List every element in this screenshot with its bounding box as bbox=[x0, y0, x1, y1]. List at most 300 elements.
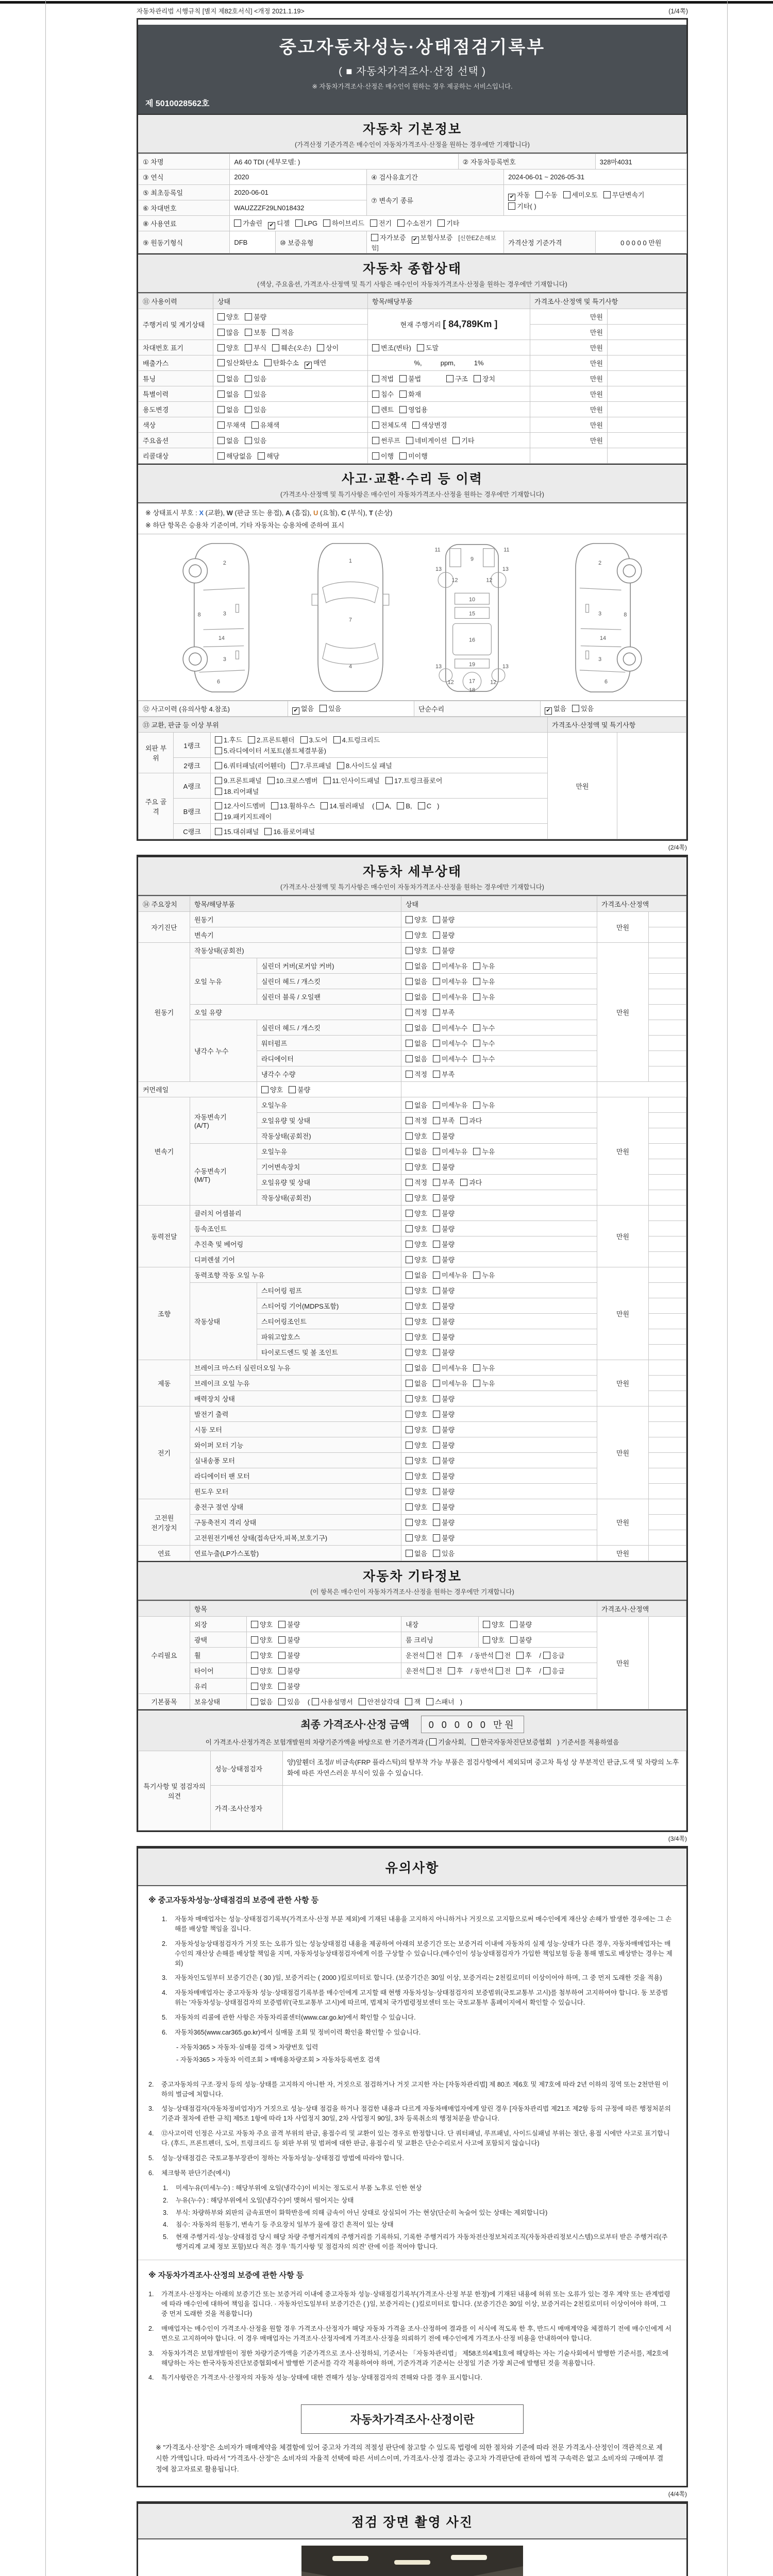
checkbox[interactable] bbox=[372, 375, 379, 382]
checkbox[interactable] bbox=[406, 962, 413, 970]
options-label: 주요옵션 bbox=[139, 433, 213, 448]
final-note-prefix: 이 가격조사·산정가격은 보험개발원의 차량기준가액을 바탕으로 한 기준가격과 ( bbox=[205, 1739, 428, 1746]
checkbox[interactable] bbox=[510, 1636, 517, 1643]
checkbox[interactable] bbox=[473, 1101, 480, 1109]
checkbox[interactable] bbox=[406, 1210, 413, 1217]
option-label: 양호 bbox=[414, 1132, 428, 1140]
checkbox[interactable] bbox=[452, 437, 460, 444]
note-cell bbox=[649, 912, 686, 927]
checkbox[interactable] bbox=[215, 802, 222, 809]
checkbox[interactable] bbox=[217, 344, 225, 351]
option bbox=[406, 1517, 427, 1527]
checkbox[interactable] bbox=[563, 191, 570, 198]
option bbox=[337, 760, 392, 770]
option-label: 있음 bbox=[328, 704, 342, 713]
option bbox=[406, 1162, 427, 1172]
checkbox[interactable] bbox=[417, 344, 424, 351]
checkbox[interactable] bbox=[251, 421, 259, 429]
checkbox[interactable] bbox=[234, 219, 241, 227]
checkbox[interactable] bbox=[433, 1380, 440, 1387]
option-label: 없음 bbox=[414, 1380, 428, 1387]
checkbox[interactable] bbox=[433, 1256, 440, 1263]
checkbox[interactable] bbox=[289, 1086, 296, 1093]
checkbox[interactable] bbox=[496, 1652, 503, 1659]
checkbox[interactable] bbox=[272, 344, 279, 351]
checkbox[interactable] bbox=[433, 1179, 440, 1186]
checkbox[interactable] bbox=[433, 1333, 440, 1341]
checkbox[interactable] bbox=[215, 762, 222, 769]
item-cell: 냉각수 수량 bbox=[257, 1066, 401, 1082]
checkbox[interactable] bbox=[406, 931, 413, 939]
checkbox[interactable] bbox=[406, 1287, 413, 1294]
document-subtitle: ( ■ 자동차가격조사·산정 선택 ) bbox=[339, 66, 486, 77]
checkbox[interactable] bbox=[406, 1009, 413, 1016]
checkbox[interactable] bbox=[278, 1621, 285, 1628]
checkbox[interactable] bbox=[333, 736, 341, 743]
option-label: 자동 bbox=[517, 191, 530, 199]
notice-item: 2. 중고자동차의 구조·장치 등의 성능·상태를 고지하지 아니한 자, 거짓으로 점검하거나 거짓 고지한 자는 [자동차관리법] 제 80조 제6호 및 제7호에 따라 2년 이하의 징역 또는 2천만원 이하의 벌금에 처합니다. bbox=[148, 2080, 669, 2098]
note-cell bbox=[649, 1128, 686, 1144]
checkbox[interactable] bbox=[473, 1040, 480, 1047]
checkbox[interactable] bbox=[278, 1636, 285, 1643]
damage-legend-note: ※ 하단 항목은 승용차 기준이며, 기타 자동차는 승용차에 준하여 표시 bbox=[145, 521, 345, 529]
checkbox[interactable] bbox=[473, 1272, 480, 1279]
checkbox[interactable] bbox=[427, 1667, 434, 1674]
checkbox[interactable] bbox=[406, 1349, 413, 1356]
option bbox=[473, 961, 495, 971]
option bbox=[473, 1363, 495, 1372]
checkbox[interactable] bbox=[433, 1411, 440, 1418]
checkbox[interactable] bbox=[264, 359, 272, 366]
checkbox[interactable] bbox=[406, 978, 413, 985]
option-label: 기타( ) bbox=[517, 202, 536, 210]
checkbox[interactable] bbox=[406, 1040, 413, 1047]
checkbox[interactable] bbox=[433, 1287, 440, 1294]
checkbox[interactable] bbox=[406, 1101, 413, 1109]
checkbox[interactable] bbox=[264, 828, 272, 835]
checkbox[interactable] bbox=[433, 1009, 440, 1016]
checkbox[interactable] bbox=[406, 1442, 413, 1449]
checkbox[interactable] bbox=[406, 1395, 413, 1402]
checkbox[interactable] bbox=[406, 1148, 413, 1155]
option-label: 불량 bbox=[287, 1636, 300, 1644]
checkbox[interactable] bbox=[474, 375, 481, 382]
option bbox=[215, 801, 265, 810]
option bbox=[406, 914, 427, 924]
option bbox=[372, 343, 411, 352]
checkbox[interactable] bbox=[217, 421, 225, 429]
checkbox[interactable] bbox=[433, 1349, 440, 1356]
checkbox[interactable] bbox=[433, 978, 440, 985]
checkbox[interactable] bbox=[217, 406, 225, 413]
checkbox[interactable] bbox=[603, 191, 611, 198]
checkbox[interactable] bbox=[406, 993, 413, 1001]
note-cell bbox=[649, 927, 686, 943]
item-cell: 고전원전기배선 상태(접속단자,피복,보호기구) bbox=[190, 1530, 401, 1546]
checkbox[interactable] bbox=[406, 1534, 413, 1541]
price-cell: 만원 bbox=[530, 309, 608, 325]
state-cell bbox=[401, 1406, 597, 1422]
checkbox[interactable] bbox=[215, 747, 222, 754]
checkbox[interactable] bbox=[448, 1652, 455, 1659]
option bbox=[406, 1054, 427, 1063]
damage-code: C (부식), bbox=[341, 509, 369, 517]
checkbox[interactable] bbox=[433, 1225, 440, 1232]
checkbox[interactable] bbox=[399, 406, 407, 413]
checkbox[interactable] bbox=[412, 421, 419, 429]
checkbox[interactable] bbox=[433, 1534, 440, 1541]
checkbox[interactable] bbox=[385, 777, 393, 784]
checkbox[interactable] bbox=[433, 1488, 440, 1495]
checkbox[interactable] bbox=[406, 1380, 413, 1387]
checkbox[interactable] bbox=[251, 1636, 258, 1643]
checkbox[interactable] bbox=[317, 344, 324, 351]
checkbox[interactable] bbox=[472, 1738, 479, 1745]
option-label: 구조 bbox=[455, 375, 468, 383]
checkbox[interactable]: ✔ bbox=[545, 707, 552, 715]
option bbox=[217, 312, 239, 321]
option bbox=[278, 1635, 300, 1645]
option bbox=[406, 1440, 427, 1450]
checkbox[interactable] bbox=[473, 1055, 480, 1062]
checkbox[interactable] bbox=[245, 344, 252, 351]
state-cell bbox=[401, 943, 597, 958]
rankA-items bbox=[211, 773, 548, 799]
checkbox[interactable] bbox=[473, 1148, 480, 1155]
checkbox[interactable] bbox=[406, 1241, 413, 1248]
checkbox[interactable] bbox=[278, 1667, 285, 1674]
checkbox[interactable] bbox=[321, 802, 328, 809]
checkbox[interactable] bbox=[406, 1071, 413, 1078]
checkbox[interactable]: ✔ bbox=[412, 236, 419, 244]
option bbox=[572, 703, 594, 713]
option-label: 양호 bbox=[414, 1163, 428, 1171]
checkbox[interactable] bbox=[406, 1272, 413, 1279]
item-cell: 배력장치 상태 bbox=[190, 1391, 401, 1406]
option-label: 양호 bbox=[414, 1225, 428, 1233]
note-cell bbox=[608, 402, 686, 417]
checkbox[interactable] bbox=[251, 1652, 258, 1659]
option-label: 안전삼각대 bbox=[367, 1698, 400, 1706]
checkbox[interactable] bbox=[473, 962, 480, 970]
checkbox[interactable] bbox=[272, 329, 279, 336]
checkbox[interactable] bbox=[406, 1194, 413, 1201]
checkbox[interactable] bbox=[433, 1194, 440, 1201]
checkbox[interactable] bbox=[291, 762, 298, 769]
checkbox[interactable] bbox=[295, 219, 303, 227]
notice-list2 bbox=[138, 2282, 686, 2393]
option bbox=[508, 201, 536, 211]
checkbox[interactable]: ✔ bbox=[292, 707, 299, 715]
checkbox[interactable] bbox=[372, 437, 379, 444]
checkbox[interactable] bbox=[376, 802, 383, 809]
option-label: 불량 bbox=[287, 1652, 300, 1659]
option bbox=[406, 1146, 427, 1156]
checkbox[interactable] bbox=[323, 219, 330, 227]
checkbox[interactable] bbox=[433, 1395, 440, 1402]
appraiser-opinion-row bbox=[139, 1786, 686, 1831]
checkbox[interactable] bbox=[406, 437, 413, 444]
option-label: 양호 bbox=[414, 1534, 428, 1542]
checkbox[interactable] bbox=[245, 406, 252, 413]
item-cell: 원동기 bbox=[190, 912, 401, 927]
checkbox[interactable] bbox=[433, 1101, 440, 1109]
option bbox=[448, 1650, 463, 1660]
checkbox[interactable] bbox=[433, 1040, 440, 1047]
price-cell: 만원 bbox=[530, 325, 608, 340]
checkbox[interactable] bbox=[406, 1426, 413, 1433]
checkbox[interactable] bbox=[433, 1210, 440, 1217]
checkbox[interactable] bbox=[217, 375, 225, 382]
checkbox[interactable] bbox=[406, 1256, 413, 1263]
option bbox=[406, 1502, 427, 1512]
checkbox[interactable] bbox=[406, 1055, 413, 1062]
checkbox[interactable] bbox=[473, 993, 480, 1001]
checkbox[interactable] bbox=[406, 1503, 413, 1511]
checkbox[interactable] bbox=[433, 1241, 440, 1248]
checkbox[interactable] bbox=[271, 802, 278, 809]
checkbox[interactable] bbox=[278, 1652, 285, 1659]
checkbox[interactable] bbox=[406, 1457, 413, 1464]
checkbox[interactable] bbox=[217, 452, 225, 460]
checkbox[interactable] bbox=[433, 1148, 440, 1155]
checkbox[interactable] bbox=[324, 777, 331, 784]
option bbox=[217, 404, 239, 414]
item-cell: 실내송풍 모터 bbox=[190, 1453, 401, 1468]
option-label: 불량 bbox=[442, 916, 455, 924]
option-label: 양호 bbox=[414, 1457, 428, 1465]
checkbox[interactable] bbox=[543, 1667, 550, 1674]
checkbox[interactable] bbox=[496, 1667, 503, 1674]
checkbox[interactable] bbox=[473, 1380, 480, 1387]
checkbox[interactable] bbox=[372, 421, 379, 429]
checkbox[interactable] bbox=[406, 1472, 413, 1480]
checkbox[interactable] bbox=[433, 1472, 440, 1480]
checkbox[interactable] bbox=[418, 802, 425, 809]
checkbox[interactable] bbox=[215, 777, 222, 784]
option bbox=[433, 1224, 455, 1233]
checkbox[interactable] bbox=[433, 931, 440, 939]
extra-t1: 운전석 bbox=[406, 1652, 425, 1659]
checkbox[interactable] bbox=[399, 452, 407, 460]
option bbox=[433, 1146, 467, 1156]
exterior-options bbox=[247, 1617, 401, 1632]
option bbox=[321, 801, 364, 810]
checkbox[interactable] bbox=[215, 828, 222, 835]
checkbox[interactable] bbox=[460, 1117, 467, 1124]
checkbox[interactable] bbox=[460, 1179, 467, 1186]
checkbox[interactable] bbox=[510, 1621, 517, 1628]
checkbox[interactable] bbox=[278, 1683, 285, 1690]
checkbox[interactable] bbox=[406, 1519, 413, 1526]
checkbox[interactable] bbox=[426, 1698, 433, 1705]
overall-col-state: 상태 bbox=[213, 294, 368, 309]
checkbox[interactable] bbox=[406, 1117, 413, 1124]
note-cell bbox=[649, 1360, 686, 1376]
checkbox[interactable] bbox=[572, 705, 579, 712]
checkbox[interactable] bbox=[406, 1179, 413, 1186]
checkbox[interactable] bbox=[543, 1652, 550, 1659]
option bbox=[406, 992, 427, 1002]
checkbox[interactable] bbox=[251, 1667, 258, 1674]
option-label: 6.쿼터패널(리어휀더) bbox=[224, 762, 285, 770]
checkbox[interactable] bbox=[215, 736, 222, 743]
option-label: 양호 bbox=[414, 1194, 428, 1202]
checkbox[interactable] bbox=[433, 962, 440, 970]
checkbox[interactable] bbox=[433, 1426, 440, 1433]
checkbox[interactable] bbox=[215, 813, 222, 820]
checkbox[interactable] bbox=[405, 1698, 412, 1705]
checkbox[interactable] bbox=[261, 1086, 268, 1093]
special-state bbox=[213, 386, 368, 402]
checkbox[interactable] bbox=[433, 1163, 440, 1171]
checkbox[interactable] bbox=[483, 1636, 490, 1643]
checkbox[interactable]: ✔ bbox=[305, 362, 312, 369]
checkbox[interactable] bbox=[473, 1024, 480, 1031]
checkbox[interactable] bbox=[337, 762, 344, 769]
checkbox[interactable] bbox=[267, 777, 275, 784]
option-label: 누수 bbox=[482, 1024, 495, 1032]
checkbox[interactable] bbox=[406, 1333, 413, 1341]
option-label: 양호 bbox=[414, 1395, 428, 1403]
detail-row bbox=[139, 912, 686, 927]
checkbox[interactable] bbox=[245, 329, 252, 336]
checkbox[interactable] bbox=[245, 313, 252, 320]
checkbox[interactable] bbox=[406, 1488, 413, 1495]
checkbox[interactable] bbox=[372, 344, 379, 351]
option-label: 없음 bbox=[553, 704, 567, 713]
checkbox[interactable] bbox=[508, 202, 515, 210]
checkbox[interactable] bbox=[429, 1738, 436, 1745]
checkbox[interactable] bbox=[516, 1652, 524, 1659]
option-label: 부족 bbox=[442, 1009, 455, 1016]
checkbox[interactable] bbox=[535, 191, 543, 198]
checkbox[interactable] bbox=[217, 329, 225, 336]
mileage-part bbox=[368, 309, 530, 340]
checkbox[interactable] bbox=[258, 452, 265, 460]
option bbox=[264, 826, 315, 836]
state-cell bbox=[401, 989, 597, 1005]
checkbox[interactable] bbox=[251, 1621, 258, 1628]
exchange-table bbox=[138, 717, 686, 839]
checkbox[interactable] bbox=[438, 219, 445, 227]
option bbox=[271, 801, 315, 810]
checkbox[interactable] bbox=[312, 1698, 319, 1705]
checkbox[interactable] bbox=[251, 1683, 258, 1690]
option-label: 누유 bbox=[482, 962, 495, 970]
checkbox[interactable] bbox=[433, 947, 440, 954]
checkbox[interactable] bbox=[433, 1272, 440, 1279]
checkbox[interactable] bbox=[448, 1667, 455, 1674]
checkbox[interactable] bbox=[433, 993, 440, 1001]
checkbox[interactable] bbox=[371, 234, 378, 241]
option-label: 훼손(오손) bbox=[281, 344, 312, 352]
checkbox[interactable] bbox=[516, 1667, 524, 1674]
checkbox[interactable] bbox=[433, 1302, 440, 1310]
checkbox[interactable] bbox=[359, 1698, 366, 1705]
option-label: 자가보증 bbox=[380, 234, 406, 242]
checkbox[interactable] bbox=[433, 1071, 440, 1078]
tuning-state bbox=[213, 371, 368, 386]
checkbox[interactable] bbox=[433, 916, 440, 923]
state-cell bbox=[401, 1144, 597, 1159]
checkbox[interactable] bbox=[406, 1411, 413, 1418]
checkbox[interactable] bbox=[372, 406, 379, 413]
checkbox[interactable] bbox=[217, 359, 225, 366]
checkbox[interactable] bbox=[433, 1055, 440, 1062]
checkbox[interactable] bbox=[433, 1503, 440, 1511]
checkbox[interactable] bbox=[483, 1621, 490, 1628]
checkbox[interactable] bbox=[473, 1364, 480, 1371]
checkbox[interactable] bbox=[278, 1698, 285, 1705]
checkbox[interactable] bbox=[406, 947, 413, 954]
option bbox=[433, 1425, 455, 1434]
option-label: 수소전기 bbox=[406, 219, 432, 227]
checkbox[interactable] bbox=[320, 705, 327, 712]
option bbox=[376, 802, 391, 810]
reg-no-value: 328마4031 bbox=[595, 154, 686, 170]
checkbox[interactable] bbox=[433, 1364, 440, 1371]
checkbox[interactable] bbox=[248, 736, 255, 743]
checkbox[interactable] bbox=[433, 1318, 440, 1325]
checkbox[interactable] bbox=[372, 391, 379, 398]
checkbox[interactable]: ✔ bbox=[508, 194, 515, 201]
checkbox[interactable] bbox=[406, 1318, 413, 1325]
checkbox[interactable] bbox=[406, 1225, 413, 1232]
checkbox[interactable] bbox=[397, 802, 404, 809]
checkbox[interactable] bbox=[433, 1550, 440, 1557]
checkbox[interactable] bbox=[245, 391, 252, 398]
note-cell bbox=[608, 448, 686, 464]
extra-t1: 운전석 bbox=[406, 1667, 425, 1675]
page4-block bbox=[137, 2501, 688, 2576]
checkbox[interactable] bbox=[406, 1364, 413, 1371]
checkbox[interactable] bbox=[433, 1117, 440, 1124]
option-label: 양호 bbox=[492, 1636, 505, 1644]
checkbox[interactable] bbox=[406, 1024, 413, 1031]
checkbox[interactable] bbox=[300, 736, 308, 743]
checkbox[interactable] bbox=[433, 1442, 440, 1449]
checkbox[interactable] bbox=[406, 1163, 413, 1171]
checkbox[interactable] bbox=[433, 1519, 440, 1526]
checkbox[interactable] bbox=[399, 391, 407, 398]
checkbox[interactable] bbox=[215, 788, 222, 795]
checkbox[interactable] bbox=[433, 1024, 440, 1031]
checkbox[interactable] bbox=[217, 391, 225, 398]
checkbox[interactable] bbox=[251, 1698, 258, 1705]
notice-item: 5. 성능·상태점검은 국토교통부장관이 정하는 자동차성능·상태점검 방법에 따라야 합니다. bbox=[148, 2155, 404, 2162]
checkbox[interactable] bbox=[370, 219, 377, 227]
checkbox[interactable] bbox=[406, 916, 413, 923]
checkbox[interactable] bbox=[217, 437, 225, 444]
checkbox[interactable] bbox=[397, 219, 405, 227]
checkbox[interactable] bbox=[427, 1652, 434, 1659]
checkbox[interactable] bbox=[406, 1132, 413, 1140]
checkbox[interactable] bbox=[217, 313, 225, 320]
checkbox[interactable] bbox=[406, 1550, 413, 1557]
checkbox[interactable]: ✔ bbox=[268, 222, 275, 229]
checkbox[interactable] bbox=[433, 1132, 440, 1140]
row-tuning bbox=[139, 371, 686, 386]
checkbox[interactable] bbox=[399, 375, 407, 382]
checkbox[interactable] bbox=[473, 978, 480, 985]
checkbox[interactable] bbox=[446, 375, 453, 382]
checkbox[interactable] bbox=[245, 437, 252, 444]
checkbox[interactable] bbox=[406, 1302, 413, 1310]
checkbox[interactable] bbox=[245, 375, 252, 382]
checkbox[interactable] bbox=[433, 1457, 440, 1464]
checkbox[interactable] bbox=[372, 452, 379, 460]
